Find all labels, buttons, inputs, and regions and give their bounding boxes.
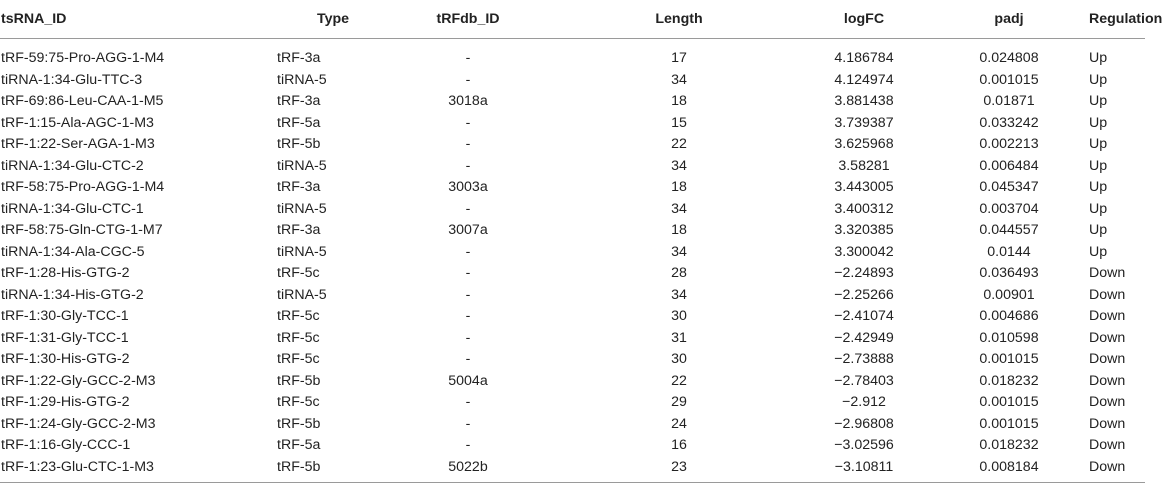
table-row bbox=[0, 242, 1145, 264]
cell-tsrna-id: tRF-1:22-Ser-AGA-1-M3 bbox=[1, 136, 155, 152]
table-row bbox=[0, 306, 1145, 328]
table-row bbox=[0, 134, 1145, 156]
cell-trfdb-id: - bbox=[465, 308, 471, 324]
cell-trfdb-id: - bbox=[465, 351, 471, 367]
table-row bbox=[0, 457, 1145, 483]
cell-padj: 0.01871 bbox=[983, 93, 1035, 109]
cell-trfdb-id: - bbox=[465, 265, 471, 281]
table-row bbox=[0, 91, 1145, 113]
cell-tsrna-id: tRF-1:24-Gly-GCC-2-M3 bbox=[1, 415, 156, 432]
col-header-length: Length bbox=[543, 0, 799, 39]
cell-padj: 0.006484 bbox=[979, 157, 1039, 174]
cell-type: tRF-5a bbox=[277, 114, 321, 131]
cell-trfdb-id: - bbox=[465, 437, 471, 453]
cell-type: tRF-5b bbox=[277, 372, 321, 389]
cell-regulation: Up bbox=[1089, 243, 1108, 260]
cell-length: 23 bbox=[543, 457, 799, 483]
cell-logfc: 3.881438 bbox=[834, 93, 894, 109]
cell-tsrna-id: tRF-1:30-Gly-TCC-1 bbox=[1, 308, 129, 324]
cell-regulation: Up bbox=[1089, 179, 1108, 195]
cell-logfc: 4.186784 bbox=[834, 50, 894, 66]
cell-trfdb-id: - bbox=[465, 286, 471, 303]
cell-length: 30 bbox=[671, 351, 687, 367]
table-row bbox=[0, 39, 1145, 70]
cell-logfc: −2.78403 bbox=[834, 372, 894, 389]
cell-regulation: Up bbox=[1089, 50, 1108, 66]
cell-length: 24 bbox=[671, 415, 687, 432]
table-row bbox=[0, 371, 1145, 393]
cell-type: tRF-5c bbox=[277, 394, 320, 410]
cell-padj: 0.008184 bbox=[929, 457, 1089, 483]
cell-padj: 0.002213 bbox=[979, 136, 1039, 152]
table-row bbox=[0, 285, 1145, 307]
table-row bbox=[0, 156, 1145, 178]
cell-trfdb-id: - bbox=[465, 329, 471, 346]
cell-logfc: −2.41074 bbox=[834, 308, 894, 324]
cell-type: tiRNA-5 bbox=[277, 157, 327, 174]
cell-regulation: Up bbox=[1089, 200, 1108, 217]
cell-tsrna-id: tRF-58:75-Pro-AGG-1-M4 bbox=[1, 179, 165, 195]
cell-type: tRF-3a bbox=[277, 222, 321, 238]
table-row bbox=[0, 113, 1145, 135]
cell-regulation: Up bbox=[1089, 157, 1108, 174]
cell-padj: 0.003704 bbox=[979, 200, 1039, 217]
cell-regulation: Down bbox=[1089, 329, 1126, 346]
cell-regulation: Down bbox=[1089, 308, 1126, 324]
cell-tsrna-id: tRF-1:30-His-GTG-2 bbox=[1, 351, 130, 367]
cell-length: 31 bbox=[671, 329, 687, 346]
cell-type: tRF-3a bbox=[277, 93, 321, 109]
cell-padj: 0.010598 bbox=[979, 329, 1039, 346]
cell-logfc: −2.96808 bbox=[834, 415, 894, 432]
col-header-padj: padj bbox=[929, 0, 1089, 39]
cell-logfc: 3.443005 bbox=[834, 179, 894, 195]
cell-tsrna-id: tRF-59:75-Pro-AGG-1-M4 bbox=[1, 50, 165, 66]
cell-type: tRF-5c bbox=[277, 265, 320, 281]
col-header-logfc: logFC bbox=[799, 0, 929, 39]
cell-length: 18 bbox=[671, 222, 687, 238]
cell-logfc: 3.625968 bbox=[834, 136, 894, 152]
cell-length: 22 bbox=[671, 136, 687, 152]
cell-padj: 0.001015 bbox=[979, 415, 1039, 432]
cell-padj: 0.045347 bbox=[979, 179, 1039, 195]
cell-trfdb-id: - bbox=[465, 157, 471, 174]
cell-type: tRF-5b bbox=[277, 415, 321, 432]
cell-trfdb-id: - bbox=[465, 71, 471, 88]
cell-trfdb-id: - bbox=[465, 136, 471, 152]
table-row bbox=[0, 263, 1145, 285]
table-row bbox=[0, 392, 1145, 414]
cell-tsrna-id: tRF-1:28-His-GTG-2 bbox=[1, 265, 130, 281]
table-row bbox=[0, 220, 1145, 242]
cell-regulation: Down bbox=[1089, 394, 1126, 410]
cell-padj: 0.0144 bbox=[987, 243, 1031, 260]
cell-length: 29 bbox=[671, 394, 687, 410]
cell-type: tRF-3a bbox=[277, 50, 321, 66]
cell-length: 34 bbox=[671, 157, 687, 174]
cell-logfc: −2.25266 bbox=[834, 286, 894, 303]
cell-type: tiRNA-5 bbox=[277, 243, 327, 260]
cell-tsrna-id: tRF-1:29-His-GTG-2 bbox=[1, 394, 130, 410]
cell-regulation: Up bbox=[1089, 71, 1108, 88]
cell-type: tRF-5a bbox=[277, 437, 321, 453]
table-row bbox=[0, 177, 1145, 199]
cell-regulation: Down bbox=[1089, 415, 1126, 432]
cell-padj: 0.033242 bbox=[979, 114, 1039, 131]
cell-trfdb-id: 3003a bbox=[448, 179, 488, 195]
cell-length: 34 bbox=[671, 71, 687, 88]
cell-padj: 0.044557 bbox=[979, 222, 1039, 238]
cell-padj: 0.00901 bbox=[983, 286, 1035, 303]
cell-trfdb-id: - bbox=[465, 415, 471, 432]
cell-length: 34 bbox=[671, 286, 687, 303]
cell-tsrna-id: tRF-1:16-Gly-CCC-1 bbox=[1, 437, 131, 453]
table-row bbox=[0, 199, 1145, 221]
cell-regulation: Down bbox=[1089, 286, 1126, 303]
cell-length: 30 bbox=[671, 308, 687, 324]
cell-tsrna-id: tRF-1:31-Gly-TCC-1 bbox=[1, 329, 129, 346]
cell-type: tRF-5c bbox=[277, 329, 320, 346]
cell-trfdb-id: - bbox=[465, 243, 471, 260]
cell-length: 18 bbox=[671, 93, 687, 109]
cell-trfdb-id: 5022b bbox=[393, 457, 543, 483]
col-header-regulation: Regulation bbox=[1089, 0, 1145, 39]
cell-tsrna-id: tRF-1:23-Glu-CTC-1-M3 bbox=[0, 457, 273, 483]
cell-logfc: −2.24893 bbox=[834, 265, 894, 281]
cell-trfdb-id: - bbox=[465, 200, 471, 217]
cell-regulation: Down bbox=[1089, 457, 1145, 483]
cell-length: 18 bbox=[671, 179, 687, 195]
cell-length: 15 bbox=[671, 114, 687, 131]
cell-regulation: Up bbox=[1089, 136, 1108, 152]
cell-padj: 0.004686 bbox=[979, 308, 1039, 324]
table-body bbox=[0, 39, 1145, 483]
cell-tsrna-id: tiRNA-1:34-His-GTG-2 bbox=[1, 286, 144, 303]
cell-type: tiRNA-5 bbox=[277, 200, 327, 217]
cell-length: 34 bbox=[671, 243, 687, 260]
col-header-type: Type bbox=[273, 0, 393, 39]
cell-type: tiRNA-5 bbox=[277, 71, 327, 88]
cell-type: tRF-5c bbox=[277, 351, 320, 367]
table-row bbox=[0, 349, 1145, 371]
cell-tsrna-id: tiRNA-1:34-Glu-CTC-1 bbox=[1, 200, 144, 217]
cell-tsrna-id: tiRNA-1:34-Glu-CTC-2 bbox=[1, 157, 144, 174]
cell-trfdb-id: 5004a bbox=[448, 372, 488, 389]
cell-padj: 0.018232 bbox=[979, 437, 1039, 453]
cell-regulation: Down bbox=[1089, 372, 1126, 389]
cell-regulation: Down bbox=[1089, 351, 1126, 367]
col-header-trfdb-id: tRFdb_ID bbox=[393, 0, 543, 39]
cell-logfc: 3.320385 bbox=[834, 222, 894, 238]
cell-tsrna-id: tRF-58:75-Gln-CTG-1-M7 bbox=[1, 222, 163, 238]
cell-type: tRF-3a bbox=[277, 179, 321, 195]
cell-regulation: Down bbox=[1089, 437, 1126, 453]
cell-trfdb-id: - bbox=[465, 50, 471, 66]
cell-logfc: 3.58281 bbox=[838, 157, 890, 174]
cell-padj: 0.036493 bbox=[979, 265, 1039, 281]
cell-length: 16 bbox=[671, 437, 687, 453]
cell-tsrna-id: tiRNA-1:34-Glu-TTC-3 bbox=[1, 71, 143, 88]
cell-length: 22 bbox=[671, 372, 687, 389]
cell-type: tRF-5b bbox=[273, 457, 393, 483]
cell-trfdb-id: - bbox=[465, 114, 471, 131]
cell-logfc: −2.73888 bbox=[834, 351, 894, 367]
cell-tsrna-id: tRF-1:22-Gly-GCC-2-M3 bbox=[1, 372, 156, 389]
cell-logfc: 3.400312 bbox=[834, 200, 894, 217]
cell-logfc: −3.02596 bbox=[834, 437, 894, 453]
cell-padj: 0.001015 bbox=[979, 71, 1039, 88]
table-row bbox=[0, 328, 1145, 350]
cell-tsrna-id: tiRNA-1:34-Ala-CGC-5 bbox=[1, 243, 145, 260]
cell-regulation: Up bbox=[1089, 222, 1108, 238]
cell-padj: 0.001015 bbox=[979, 351, 1039, 367]
cell-trfdb-id: 3018a bbox=[448, 93, 488, 109]
table-row bbox=[0, 414, 1145, 436]
cell-logfc: 4.124974 bbox=[834, 71, 894, 88]
cell-type: tRF-5c bbox=[277, 308, 320, 324]
cell-padj: 0.024808 bbox=[979, 50, 1039, 66]
table-row bbox=[0, 70, 1145, 92]
table-row bbox=[0, 435, 1145, 457]
cell-length: 28 bbox=[671, 265, 687, 281]
cell-tsrna-id: tRF-1:15-Ala-AGC-1-M3 bbox=[1, 114, 154, 131]
col-header-tsrna-id: tsRNA_ID bbox=[0, 0, 273, 39]
cell-trfdb-id: 3007a bbox=[448, 222, 488, 238]
cell-logfc: −2.42949 bbox=[834, 329, 894, 346]
cell-logfc: 3.739387 bbox=[834, 114, 894, 131]
cell-logfc: −3.10811 bbox=[799, 457, 929, 483]
cell-regulation: Up bbox=[1089, 114, 1108, 131]
cell-type: tiRNA-5 bbox=[277, 286, 327, 303]
cell-tsrna-id: tRF-69:86-Leu-CAA-1-M5 bbox=[1, 93, 164, 109]
header-row bbox=[0, 0, 1145, 39]
cell-regulation: Down bbox=[1089, 265, 1126, 281]
cell-logfc: −2.912 bbox=[842, 394, 886, 410]
cell-trfdb-id: - bbox=[465, 394, 471, 410]
cell-padj: 0.018232 bbox=[979, 372, 1039, 389]
cell-length: 34 bbox=[671, 200, 687, 217]
cell-regulation: Up bbox=[1089, 93, 1108, 109]
cell-length: 17 bbox=[671, 50, 687, 66]
cell-logfc: 3.300042 bbox=[834, 243, 894, 260]
cell-type: tRF-5b bbox=[277, 136, 321, 152]
cell-padj: 0.001015 bbox=[979, 394, 1039, 410]
